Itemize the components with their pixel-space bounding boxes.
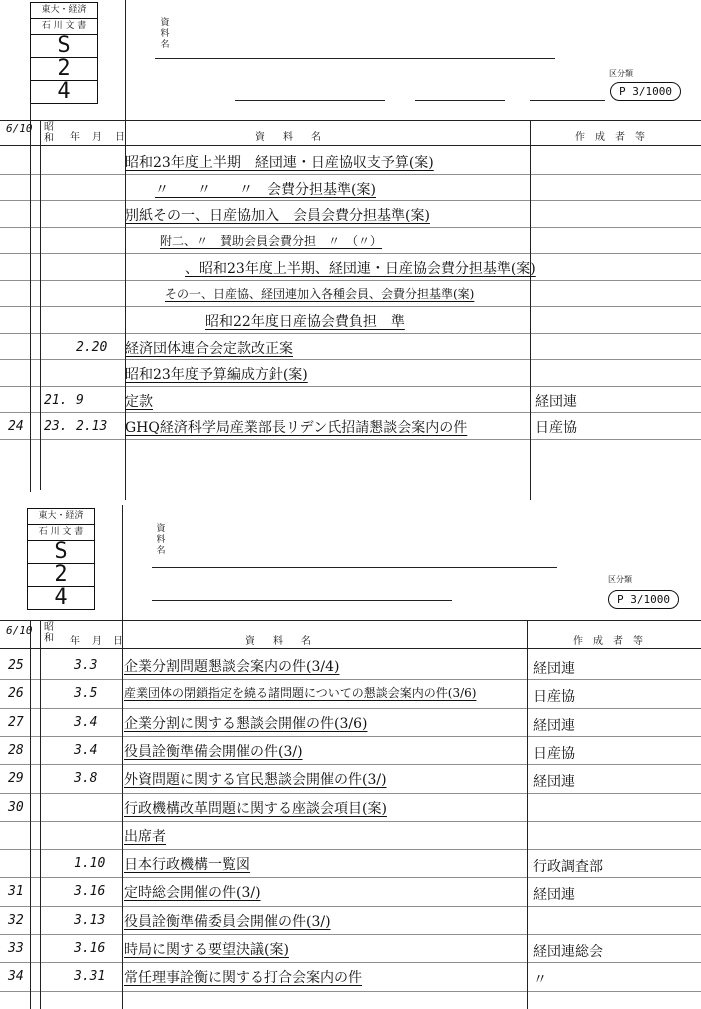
row-title: 外資問題に関する官民懇談会開催の件(3/) bbox=[124, 772, 387, 789]
row-date: 3.4 bbox=[74, 742, 98, 758]
material-name-label-2: 資 料 名 bbox=[156, 524, 166, 556]
row-number: 29 bbox=[8, 771, 24, 787]
row-title: 経済団体連合会定款改正案 bbox=[125, 340, 293, 357]
stamp-num-1: S bbox=[31, 35, 97, 58]
row-date: 3.3 bbox=[74, 658, 98, 673]
stamp-line1: 東大・経済 bbox=[31, 3, 97, 19]
material-name-label: 資 料 名 bbox=[160, 18, 170, 50]
row-title: 行政機構改革問題に関する座談会項目(案) bbox=[124, 800, 387, 817]
row-title: GHQ経済科学局産業部長リデン氏招請懇談会案内の件 bbox=[125, 420, 468, 436]
header-month: 月 bbox=[92, 132, 102, 143]
row-rule bbox=[0, 906, 701, 907]
row-number: 32 bbox=[8, 912, 24, 928]
row-author: 行政調査部 bbox=[533, 859, 603, 876]
stamp2-line1: 東大・経済 bbox=[28, 509, 94, 525]
row-author: 経団連 bbox=[533, 774, 575, 791]
header-author: 作 成 者 等 bbox=[575, 132, 645, 143]
row-number: 28 bbox=[8, 742, 24, 758]
classification-badge-2: P 3/1000 bbox=[608, 590, 679, 609]
row-rule bbox=[0, 253, 701, 254]
row-title: 出席者 bbox=[124, 828, 166, 845]
row-rule bbox=[0, 333, 701, 334]
row-rule bbox=[0, 736, 701, 737]
row-title: 定時総会開催の件(3/) bbox=[124, 885, 261, 902]
row-title: 定款 bbox=[125, 393, 153, 410]
row-number: 30 bbox=[8, 799, 24, 815]
header-month-2: 月 bbox=[92, 636, 102, 647]
row-author: 経団連 bbox=[533, 661, 575, 677]
row-title: 〃 〃 〃 会費分担基準(案) bbox=[155, 181, 376, 198]
stamp-num-3: 4 bbox=[57, 79, 71, 104]
row-date: 3.8 bbox=[74, 771, 98, 787]
row-date: 2.20 bbox=[76, 339, 108, 355]
row-date: 3.16 bbox=[74, 884, 106, 900]
row-rule bbox=[0, 793, 701, 794]
date-mark-2: 6/10 bbox=[6, 624, 33, 637]
classification-badge: P 3/1000 bbox=[610, 82, 681, 101]
header-year: 年 bbox=[70, 132, 80, 143]
row-number: 26 bbox=[8, 686, 24, 702]
row-rule bbox=[0, 306, 701, 307]
row-title: その一、日産協、経団連加入各種会員、会費分担基準(案) bbox=[165, 286, 475, 301]
row-title: 企業分割に関する懇談会開催の件(3/6) bbox=[124, 715, 368, 732]
row-number: 27 bbox=[8, 714, 24, 730]
row-title: 役員詮衡準備委員会開催の件(3/) bbox=[124, 913, 331, 930]
row-title: 昭和23年度上半期 経団連・日産協収支予算(案) bbox=[125, 155, 434, 171]
stamp-line2: 石 川 文 書 bbox=[31, 19, 97, 35]
row-rule bbox=[0, 877, 701, 878]
stamp2-num-1: S bbox=[28, 541, 94, 564]
row-title: 昭和22年度日産協会費負担 準 bbox=[205, 314, 405, 330]
classification-label: 区分類 bbox=[609, 69, 633, 78]
row-number: 24 bbox=[8, 419, 24, 434]
header-title-2: 資 料 名 bbox=[245, 636, 315, 647]
row-title: 時局に関する要望決議(案) bbox=[124, 942, 289, 958]
row-rule bbox=[0, 280, 701, 281]
row-title: 、昭和23年度上半期、経団連・日産協会費分担基準(案) bbox=[185, 261, 536, 277]
stamp2-num-3: 4 bbox=[54, 585, 68, 610]
row-rule bbox=[0, 200, 701, 201]
stamp2-num-2: 2 bbox=[28, 564, 94, 587]
archive-stamp bbox=[30, 2, 98, 104]
row-number: 33 bbox=[8, 941, 24, 956]
classification-label-2: 区分類 bbox=[608, 575, 632, 584]
stamp2-line2: 石 川 文 書 bbox=[28, 525, 94, 541]
row-date: 3.13 bbox=[74, 912, 106, 928]
row-date: 3.5 bbox=[74, 686, 98, 702]
header-title: 資 料 名 bbox=[255, 132, 325, 143]
row-rule bbox=[0, 821, 701, 822]
row-rule bbox=[0, 412, 701, 413]
header-year-2: 年 bbox=[70, 636, 80, 647]
row-date: 9 bbox=[76, 392, 84, 408]
row-rule bbox=[0, 962, 701, 963]
row-author: 経団連 bbox=[533, 717, 575, 734]
row-rule bbox=[0, 991, 701, 992]
row-title: 常任理事詮衡に関する打合会案内の件 bbox=[124, 970, 362, 987]
date-mark: 6/10 bbox=[6, 122, 33, 135]
row-rule bbox=[0, 764, 701, 765]
row-title: 日本行政機構一覧図 bbox=[124, 857, 250, 874]
row-rule bbox=[0, 708, 701, 709]
row-author: 経団連 bbox=[533, 887, 575, 904]
row-rule bbox=[0, 934, 701, 935]
header-showa-2: 昭和 bbox=[44, 622, 54, 644]
row-date: 3.16 bbox=[74, 941, 106, 956]
row-author: 経団連 bbox=[535, 393, 577, 410]
row-number: 31 bbox=[8, 884, 24, 900]
row-rule bbox=[0, 227, 701, 228]
row-number: 34 bbox=[8, 969, 24, 985]
row-title: 企業分割問題懇談会案内の件(3/4) bbox=[124, 659, 340, 675]
row-rule bbox=[0, 359, 701, 360]
stamp-num-2: 2 bbox=[31, 58, 97, 81]
row-rule bbox=[0, 174, 701, 175]
row-author: 〃 bbox=[533, 972, 547, 989]
row-number: 25 bbox=[8, 658, 24, 673]
row-date: 3.31 bbox=[74, 969, 106, 985]
row-title: 産業団体の閉鎖指定を繞る諸問題についての懇談会案内の件(3/6) bbox=[124, 686, 477, 701]
row-date: 2.13 bbox=[76, 419, 108, 434]
row-title: 附二、〃 賛助会員会費分担 〃 （〃） bbox=[160, 233, 383, 248]
row-year: 23. bbox=[44, 419, 68, 434]
row-rule bbox=[0, 849, 701, 850]
row-author: 日産協 bbox=[533, 689, 575, 706]
header-day: 日 bbox=[115, 132, 125, 143]
header-author-2: 作 成 者 等 bbox=[573, 636, 643, 647]
row-title: 役員詮衡準備会開催の件(3/) bbox=[124, 743, 303, 760]
header-day-2: 日 bbox=[113, 636, 123, 647]
archive-stamp-2 bbox=[27, 508, 95, 610]
row-date: 3.4 bbox=[74, 714, 98, 730]
row-year: 21. bbox=[44, 392, 68, 408]
row-title: 昭和23年度予算編成方針(案) bbox=[125, 367, 308, 383]
row-author: 経団連総会 bbox=[533, 944, 603, 960]
row-author: 日産協 bbox=[535, 420, 577, 436]
row-author: 日産協 bbox=[533, 745, 575, 762]
header-showa: 昭和 bbox=[44, 122, 54, 144]
row-rule bbox=[0, 439, 701, 440]
row-rule bbox=[0, 679, 701, 680]
row-title: 別紙その一、日産協加入 会員会費分担基準(案) bbox=[125, 208, 430, 224]
row-rule bbox=[0, 386, 701, 387]
row-date: 1.10 bbox=[74, 856, 106, 872]
